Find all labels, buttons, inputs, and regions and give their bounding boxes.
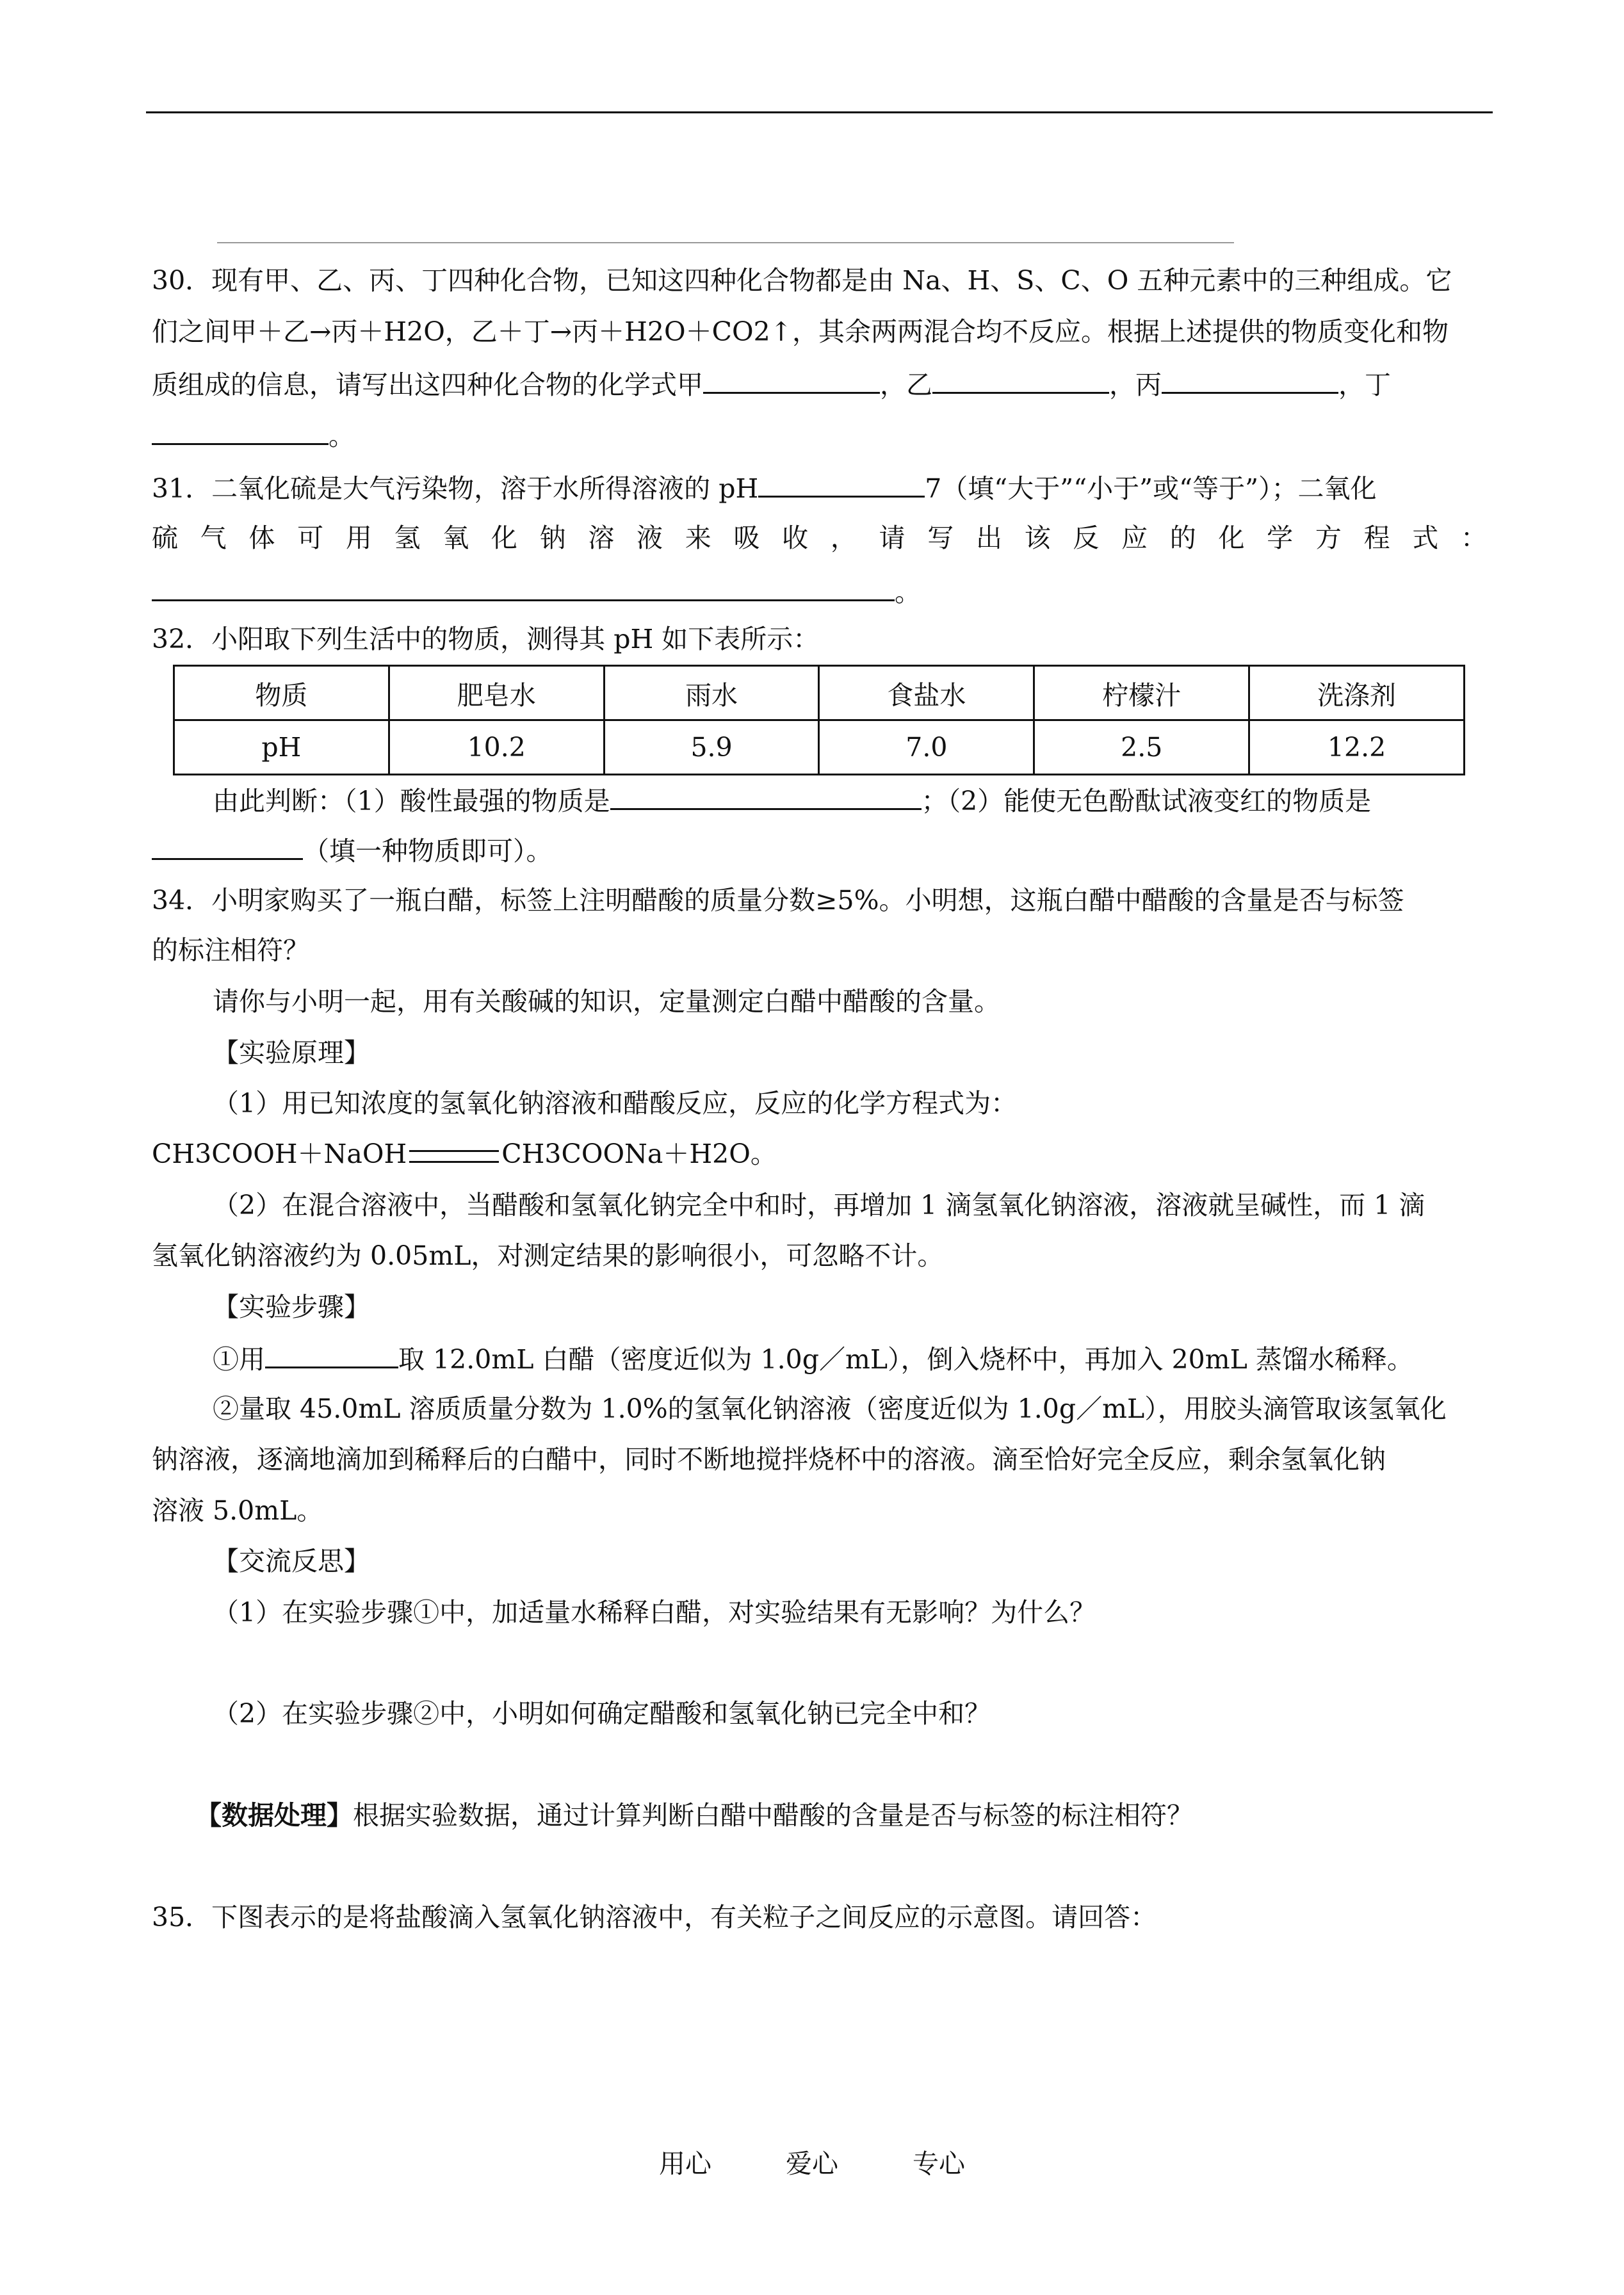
step-2c: 溶液 5.0mL。 [152,1495,323,1526]
table-row [174,666,1465,720]
q31-char: 学 [1267,523,1294,553]
equation-line [152,1135,777,1173]
principle-2b: 氢氧化钠溶液约为 0.05mL，对测定结果的影响很小，可忽略不计。 [152,1240,944,1271]
q31-char: 氢 [394,523,421,553]
table-cell: 10.2 [389,720,604,775]
q32-judge-line [213,780,1371,820]
table-cell: 肥皂水 [389,666,604,720]
q31-text: 7（填“大于”“小于”或“等于”）；二氧化 [925,473,1377,504]
q31-line-3 [152,571,921,612]
q31-char: 收 [782,523,809,553]
data-processing-line [195,1796,1193,1835]
q31-char: 该 [1024,523,1051,553]
q31-char: 方 [1315,523,1342,553]
q30-line-2: 们之间甲＋乙→丙＋H2O，乙＋丁→丙＋H2O＋CO2↑，其余两两混合均不反应。根据上述提供的物质变化和物 [152,316,1449,347]
q30-text: ，丁 [1338,369,1391,400]
data-heading: 【数据处理】 [195,1800,353,1831]
q30-text: 质组成的信息，请写出这四种化合物的化学式甲 [152,369,703,400]
q34-line-2: 的标注相符？ [152,935,309,966]
q30-text: ，乙 [880,369,932,400]
answer-blank-jia[interactable] [703,364,880,394]
step-text: ①用 [213,1344,265,1375]
answer-blank-bing[interactable] [1162,364,1338,394]
q31-char: 式 [1412,523,1439,553]
q31-char: 请 [879,523,905,553]
reflect-2: （2）在实验步骤②中，小明如何确定醋酸和氢氧化钠已完全中和？ [213,1698,991,1729]
step-2b: 钠溶液，逐滴地滴加到稀释后的白醋中，同时不断地搅拌烧杯中的溶液。滴至恰好完全反应，剩余氢氧化钠 [152,1444,1386,1475]
table-cell: 物质 [174,666,389,720]
table-cell: 12.2 [1249,720,1465,775]
q31-char: 应 [1121,523,1148,553]
q34-line-1: 34．小明家购买了一瓶白醋，标签上注明醋酸的质量分数≥5%。小明想，这瓶白醋中醋酸的含量是否与标签 [152,885,1404,916]
principle-2a: （2）在混合溶液中，当醋酸和氢氧化钠完全中和时，再增加 1 滴氢氧化钠溶液，溶液就呈碱性，而 1 滴 [213,1190,1425,1220]
q30-text: ，丙 [1109,369,1162,400]
q31-char: 的 [1169,523,1196,553]
data-text: 根据实验数据，通过计算判断白醋中醋酸的含量是否与标签的标注相符？ [353,1800,1193,1831]
q31-char: 硫 [152,523,178,553]
q32-text: 由此判断：（1）酸性最强的物质是 [213,786,610,816]
table-cell: 柠檬汁 [1034,666,1249,720]
q32-text: ；（2）能使无色酚酞试液变红的物质是 [921,786,1372,816]
q31-char: 体 [248,523,275,553]
answer-blank-most-acidic[interactable] [610,780,922,810]
q31-char: 钠 [539,523,566,553]
q30-line-1: 30．现有甲、乙、丙、丁四种化合物，已知这四种化合物都是由 Na、H、S、C、O 五种元素中的三种组成。它 [152,265,1452,296]
q32-text: （填一种物质即可）。 [303,836,553,866]
q31-char: 来 [685,523,711,553]
q31-char: ： [1460,523,1487,553]
q31-char: 化 [1218,523,1245,553]
q31-char: 吸 [733,523,760,553]
q30-line-4 [152,415,355,455]
q31-char: 用 [345,523,372,553]
steps-heading: 【实验步骤】 [213,1292,370,1322]
table-row [174,720,1465,775]
reflect-heading: 【交流反思】 [213,1546,370,1577]
q31-text: 。 [895,577,921,608]
q31-char: 液 [637,523,663,553]
answer-blank-equation[interactable] [152,571,895,601]
q30-text: 。 [329,421,355,451]
table-cell: 洗涤剂 [1249,666,1465,720]
equation-left: CH3COOH＋NaOH [152,1139,407,1169]
ph-table [173,665,1465,775]
separator-rule [217,242,1234,243]
q31-char: ， [830,523,857,553]
q31-text: 31．二氧化硫是大气污染物，溶于水所得溶液的 pH [152,473,759,504]
q31-char: 程 [1363,523,1390,553]
header-rule [146,111,1493,113]
q31-char: 出 [975,523,1002,553]
footer-text: 爱心 [786,2148,838,2179]
q31-char: 可 [297,523,324,553]
q31-line-2 [152,519,1487,557]
table-cell: 雨水 [604,666,819,720]
answer-blank-instrument[interactable] [265,1338,398,1368]
answer-blank-ph[interactable] [758,467,925,498]
answer-blank-ding[interactable] [152,415,329,445]
footer-text: 用心 [659,2148,711,2179]
step-2a: ②量取 45.0mL 溶质质量分数为 1.0%的氢氧化钠溶液（密度近似为 1.0g／mL），用胶头滴管取该氢氧化 [213,1393,1447,1424]
reflect-1: （1）在实验步骤①中，加适量水稀释白醋，对实验结果有无影响？为什么？ [213,1597,1096,1628]
step-1 [213,1338,1413,1379]
q31-char: 反 [1073,523,1100,553]
principle-1: （1）用已知浓度的氢氧化钠溶液和醋酸反应，反应的化学方程式为： [213,1088,1018,1119]
q34-line-3: 请你与小明一起，用有关酸碱的知识，定量测定白醋中醋酸的含量。 [213,986,1000,1017]
equals-sign-icon [409,1150,499,1163]
table-cell: 5.9 [604,720,819,775]
q32-intro: 32．小阳取下列生活中的物质，测得其 pH 如下表所示： [152,624,820,654]
footer-text: 专心 [913,2148,965,2179]
principle-heading: 【实验原理】 [213,1037,370,1068]
q31-char: 化 [491,523,517,553]
answer-blank-phenolphthalein[interactable] [152,830,303,860]
q31-char: 溶 [588,523,615,553]
table-cell: 7.0 [819,720,1034,775]
q30-line-3 [152,364,1391,404]
q31-char: 气 [200,523,227,553]
q32-judge-line-2 [152,830,553,870]
table-cell: 2.5 [1034,720,1249,775]
equation-right: CH3COONa＋H2O。 [501,1139,777,1169]
q31-char: 写 [927,523,954,553]
table-cell: pH [174,720,389,775]
q31-char: 氧 [443,523,469,553]
q35-line-1: 35．下图表示的是将盐酸滴入氢氧化钠溶液中，有关粒子之间反应的示意图。请回答： [152,1902,1157,1933]
step-text: 取 12.0mL 白醋（密度近似为 1.0g／mL），倒入烧杯中，再加入 20mL 蒸馏水稀释。 [398,1344,1413,1375]
q31-line-1 [152,467,1377,508]
table-cell: 食盐水 [819,666,1034,720]
footer [0,2143,1624,2180]
answer-blank-yi[interactable] [932,364,1109,394]
